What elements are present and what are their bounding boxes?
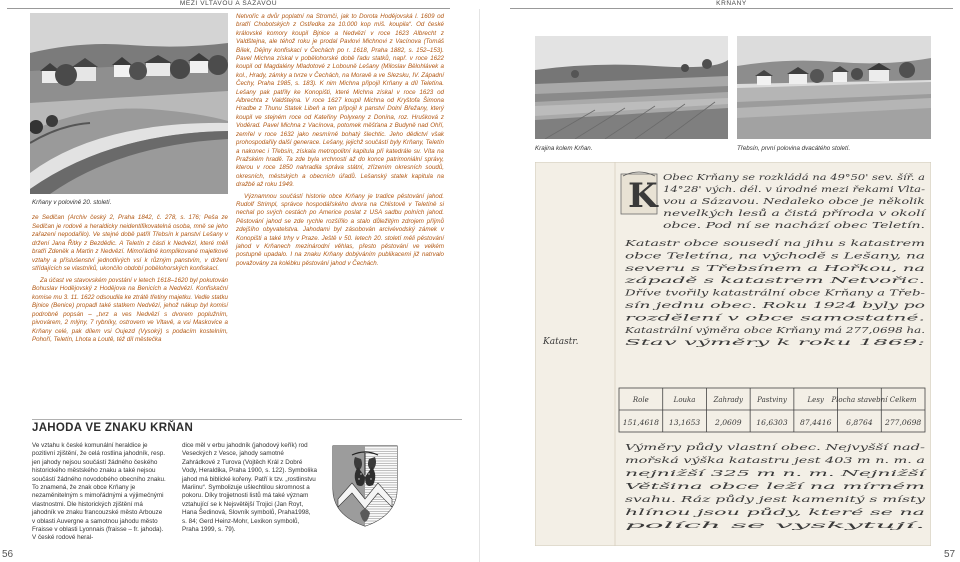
trebsin-photo [737, 36, 931, 139]
table-value-cell: 87,4416 [800, 418, 832, 427]
village-photo-caption: Krňany v polovině 20. století. [32, 199, 112, 206]
table-value-cell: 151,4618 [622, 418, 659, 427]
landscape-photo-caption: Krajina kolem Krňan. [535, 145, 593, 152]
chronicle-line: obce. Pod ní se nachází obec Teletín. [663, 221, 824, 231]
chronicle-line: obce Teletína, na východě s Lešany, na [625, 251, 794, 262]
table-header-cell: Plocha stavební [831, 396, 888, 404]
page-number-left: 56 [2, 549, 14, 560]
landscape-photo [535, 36, 728, 139]
chronicle-tail-line: nejnižší 325 m n. m. Nejnižší [625, 469, 751, 479]
section-text-col-1: Ve vztahu k české komunální heraldice je pozitivní zjištění, že celá rostlina jahodník, resp. jen jahody nejsou součástí žádného českého historického městského znaku a také nejsou součástí žádného novodobého obecního znaku. To znamená, že znak obce Krňany je nezaměnitelným s mimořádnými a výjimečnými vlastnostmi. Dle historických zjištění má jahodník ve znaku francouzské město Arbouze v oblasti Auvergne a samotnou jahodu město Fraisse v oblasti Lyonnais (fraisse – fr. jahoda). V české rodové heral- [32, 442, 166, 542]
trebsin-photo-caption: Třebsín, první polovina dvacátého století. [737, 145, 851, 152]
table-value-cell: 2,0609 [714, 418, 742, 427]
table-header-cell: Pastviny [757, 396, 787, 404]
running-head-left: MEZI VLTAVOU A SÁZAVOU [7, 0, 450, 9]
section-text-col-2: dice měl v erbu jahodník (jahodový keřík) rod Veseckých z Vesce, jahody samotné Zahrádkové z Turova (Vojtěch Král z Dobré Vody, Heraldika, Praha 1900, s. 122). Symbolika jahod má biblické kořeny. Patří k tzv. „rostlinstvu Mariinu“. Symbolizuje ušlechtilou skromnost a pokoru. Díky trojjetnosti listů má také význam vztahující se k Nejsvětější Trojici (Jan Royt, Hana Šedinová, Slovník symbolů, Praha1998, s. 84; Gerd Heinz-Mohr, Lexikon symbolů, Praha 1999, s. 79). [182, 442, 317, 534]
page-number-right: 57 [944, 549, 956, 560]
left-paragraph-1: ze Sedlčan (Archiv český 2, Praha 1842, č. 278, s. 176; Peša ze Sedlčan je rodově a heraldicky neidentifikovatelná osoba, mně se jeho zařazení nepodařilo). Ve stejné době patřil Třebsín k panství Lešany v držení Jana Řitky z Bezdědic. A Teletín z části k Nedvězí, které měli bratři Zdeněk a Martin z Nedvězí. Mimořádně komplikované majetkové vztahy a příslušenství jednotlivých vsí k různým panstvím, v držení střídajících se vlastníků, ukončilo období pobělohorských konfiskací. [32, 214, 228, 272]
chronicle-line: 14°28' vých. dél. v úrodné mezi řekami Vlta- [663, 185, 857, 195]
table-header-cell: Zahrady [713, 396, 744, 404]
katastr-margin-note: Katastr. [543, 337, 579, 347]
chronicle-line: vou a Sázavou. Nedaleko obce je několik [663, 197, 841, 207]
chronicle-line: Obec Krňany se rozkládá na 49°50' sev. šíř. a [663, 173, 860, 183]
chronicle-line: Dříve tvořily katastrální obce Krňany a Třeb- [625, 288, 821, 299]
left-paragraph-2: Za účast ve stavovském povstání v letech 1618–1620 byl pokutován Bohuslav Hodějovský z Hodějova na Benicích a Nedvězí. Konfiskační komise mu 3. 11. 1622 odsoudila ke ztrátě třetiny majetku. Vedle statku Bjnice (Benice) propadl také statkem Nedvězí, jehož nákup byl komisí podrobně popsán – „tvrz a ves Nedvězí s dvorem poplužním, pivovárem, 2 mlýny, 7 rybníky, ostrovem ve Vltavě, a vsi Maskovice a Krňany celé, pak dílem vsi Oujezd (Vysoký) s podacím kostelním, Pohoří, Teletín, Lhota a Loutě, též díl městečka [32, 276, 228, 343]
chronicle-line: severu s Třebsínem a Hořkou, na [625, 263, 770, 274]
chronicle-tail-line: polích se vyskytují. [625, 521, 708, 531]
chronicle-tail-line: Většina obce leží na mírném [625, 482, 748, 492]
chronicle-line: rozdělení v obce samostatné. [625, 313, 752, 324]
table-value-cell: 13,1653 [668, 418, 701, 427]
chronicle-line: Katastrální výměra obce Krňany má 277,0698 ha. [625, 325, 842, 336]
running-head-right: KRŇANY [510, 0, 953, 9]
chronicle-tail-line: Výměry půdy vlastní obec. Nejvyšší nad- [625, 443, 801, 453]
svg-text:K: K [628, 176, 658, 216]
village-photo [30, 13, 228, 194]
chronicle-line: sín jednu obec. Roku 1924 byly po [625, 301, 775, 311]
table-header-cell: Role [632, 396, 649, 404]
page-gutter [479, 9, 480, 562]
coat-of-arms-image [330, 443, 400, 528]
table-value-cell: 6,8764 [846, 418, 873, 427]
section-title: JAHODA VE ZNAKU KRŇAN [32, 419, 462, 434]
chronicle-line: nevelkých lesů a čistá příroda v okolí [663, 209, 825, 219]
table-header-cell: Celkem [889, 396, 917, 404]
chronicle-tail-line: mořská výška katastru jest 403 m n. m. a [625, 456, 805, 466]
table-header-cell: Louka [673, 396, 696, 404]
chronicle-tail-line: hlínou jsou půdy, které se na [625, 508, 750, 518]
chronicle-page-image [535, 162, 931, 546]
middle-text-column [236, 13, 444, 268]
chronicle-line: Stav výměry k roku 1869: [625, 338, 738, 349]
middle-paragraph-1: Netvořic a dvůr poplatní na Stromči, jak to Dorota Hodějovská l. 1609 od bratří Chobotských z Ostředka za 10.000 kop míš. koupila“. Od české královské komory koupil Bjnice a Nedvězí v roce 1623 Albrecht z Valdštejna, ale téhož roku je prodal Pavlovi Michnovi z Vacínova (Tomáš Bílek, Dějiny konfiskací v Čechách po r. 1618, Praha 1882, s. 152–153). Pavel Michna získal v pobělohorské době řadu statků, např. v roce 1622 koupil od Magdalény Mladotové z Lobouně Lešany (Miloslav Bělohlávek a kol., Hrady, zámky a tvrze v Čechách, na Moravě a ve Slezsku, IV. Západní Čechy, Praha 1985, s. 183). K nim Michna připojil Krňany a díl Teletína. Lešany pak patřily ke Konopišti, které Michna získal v roce 1623 od Albrechta z Valdštejna. V roce 1627 koupil Michna od Kryštofa Šimona Hradbe z Thunu Statek Libeň a ten připojil k panství Dolní Břežany, který koupil ve stejném roce od Kateřiny Polyxeny z Donína, roz. Hrušková z Voděrad. Pavel Michna z Vacínova, potomek měšťana z Budyně nad Ohří, zemřel v roce 1632 jako nesmírně bohatý šlechtic. Jeho dědictví však prohospodařily další generace. Lešany, jejichž součástí byly Krňany, Teletín a nakonec i Třebsín, získala metropolitní kapitula při katedrále sv. Víta na Pražském hradě. Ta zde byla vrchností až do konce patrimoniální správy, kterou v roce 1850 nahradila správa státní, zřízením okresních soudů, okresních, městských a obecních úřadů. Lešanský statek kapitula na dražbě až roku 1949. [236, 13, 444, 189]
left-text-column [32, 214, 228, 345]
chronicle-text-lines [623, 172, 927, 348]
chronicle-line: Katastr obce sousedí na jihu s katastrem [625, 239, 803, 249]
table-value-cell: 16,6303 [756, 418, 788, 427]
table-header-cell: Lesy [807, 396, 824, 404]
ornamental-initial-k [621, 172, 659, 216]
middle-paragraph-2: Významnou součástí historie obce Krňany je tradice pěstování jahod. Rudolf Strimpl, správce hospodářského dvora na Chlistově v Teletíně si nechal po svých cestách po Americe poslat z USA sadbu polních jahod. Pěstování jahod se zde rychle rozšířilo a stalo důležitým zdrojem příjmů zdejšího obyvatelstva. Jahodami byl zásobován arcivévodský zámek v Konopišti a také trhy v Praze. Ještě v 50. letech 20. století měli pěstování jahod v Krňanech mezinárodní věhlas, přesto pěstování ve velkém postupně upadalo. I na znaku Krňany dobýváním publikacemi již natrvalo považovány za kolébku pěstování jahod v Čechách. [236, 192, 444, 267]
chronicle-line: západě s katastrem Netvořic. [625, 276, 754, 287]
chronicle-tail-line: svahu. Ráz půdy jest kamenitý s místy [625, 495, 792, 505]
table-value-cell: 277,0698 [885, 418, 922, 427]
